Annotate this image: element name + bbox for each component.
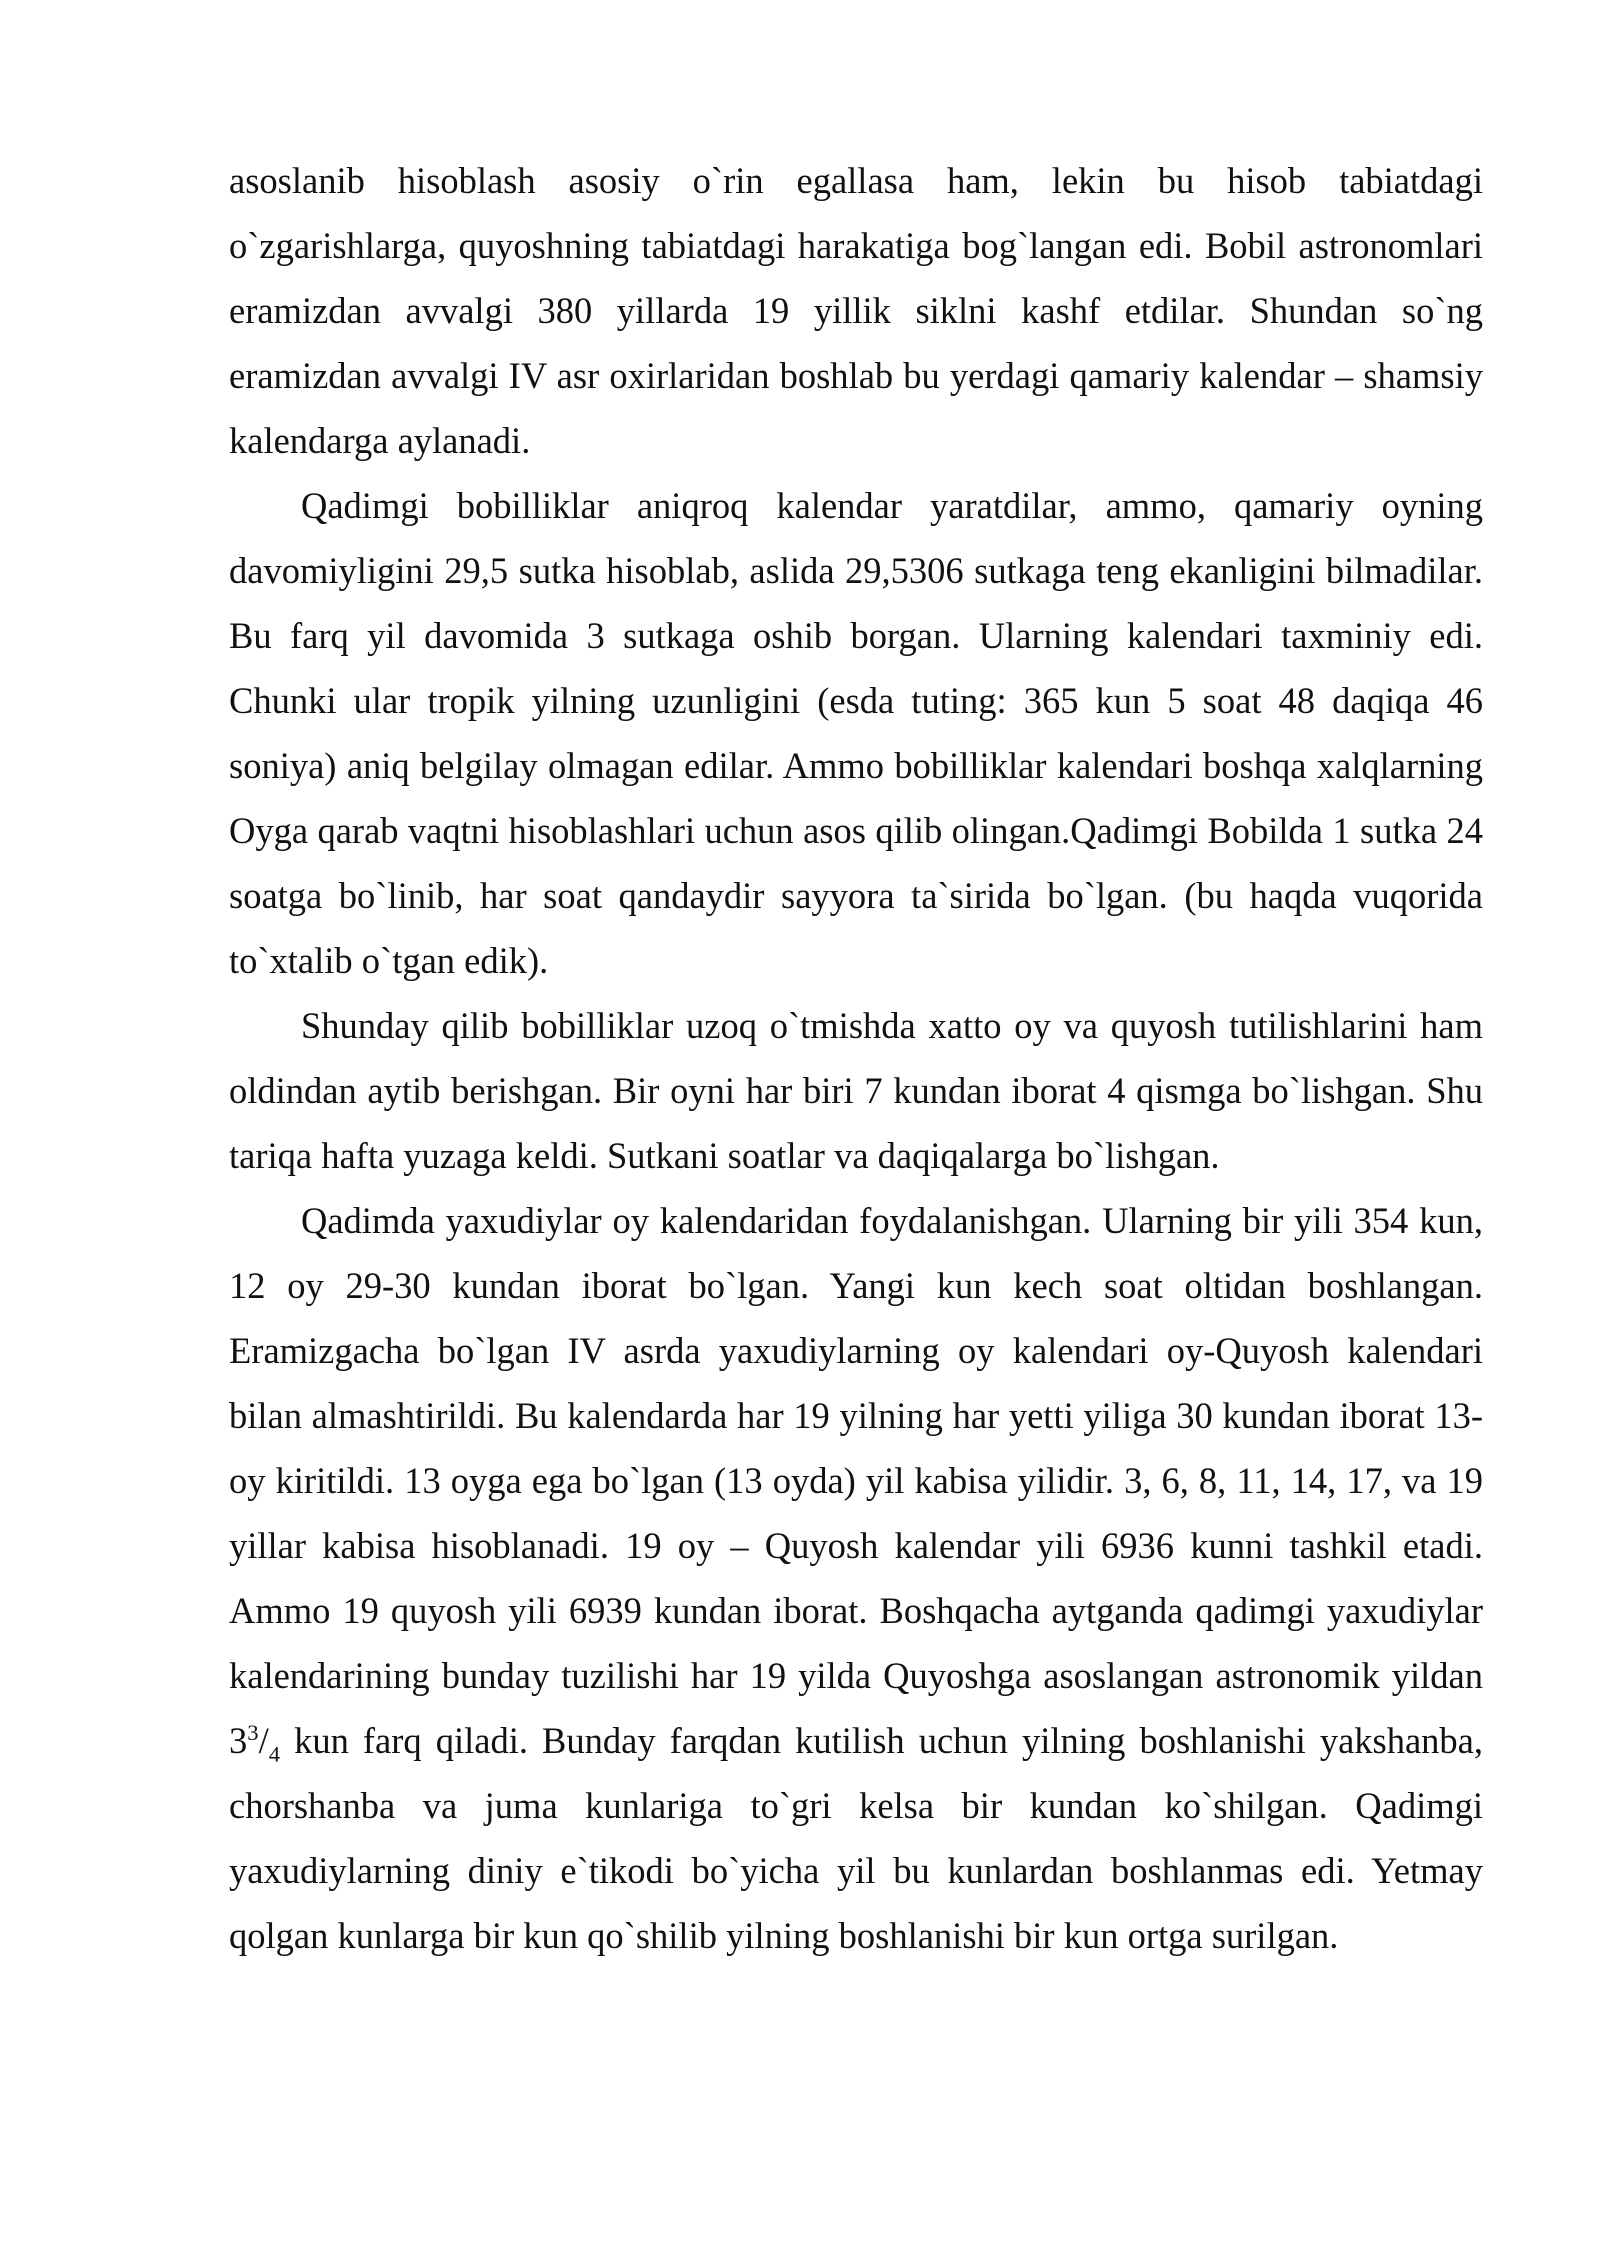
document-page <box>229 148 1483 1968</box>
fraction-numerator: 3 <box>247 1719 259 1745</box>
fraction-slash: / <box>258 1720 269 1761</box>
paragraph-jewish-calendar <box>229 1188 1483 1968</box>
paragraph-continuation <box>229 148 1483 473</box>
paragraph-text: Shunday qilib bobilliklar uzoq o`tmishda xatto oy va quyosh tutilishlarini ham oldindan aytib berishgan. Bir oyni har biri 7 kundan iborat 4 qismga bo`lishgan. Shu tariqa hafta yuzaga keldi. Sutkani soatlar va daqiqalarga bo`lishgan. <box>229 1005 1483 1176</box>
paragraph-text: kun farq qiladi. Bunday farqdan kutilish uchun yilning boshlanishi yakshanba, chorshanba va juma kunlariga to`gri kelsa bir kundan ko`shilgan. Qadimgi yaxudiylarning diniy e`tikodi bo`yicha yil bu kunlardan boshlanmas edi. Yetmay qolgan kunlarga bir kun qo`shilib yilning boshlanishi bir kun ortga surilgan. <box>229 1720 1483 1956</box>
paragraph-eclipses-week <box>229 993 1483 1188</box>
paragraph-babylonian-calendar <box>229 473 1483 993</box>
paragraph-text: Qadimgi bobilliklar aniqroq kalendar yaratdilar, ammo, qamariy oyning davomiyligini 29,5 sutka hisoblab, aslida 29,5306 sutkaga teng ekanligini bilmadilar. Bu farq yil davomida 3 sutkaga oshib borgan. Ularning kalendari taxminiy edi. Chunki ular tropik yilning uzunligini (esda tuting: 365 kun 5 soat 48 daqiqa 46 soniya) aniq belgilay olmagan edilar. Ammo bobilliklar kalendari boshqa xalqlarning Oyga qarab vaqtni hisoblashlari uchun asos qilib olingan.Qadimgi Bobilda 1 sutka 24 soatga bo`linib, har soat qandaydir sayyora ta`sirida bo`lgan. (bu haqda vuqorida to`xtalib o`tgan edik). <box>229 485 1483 981</box>
fraction-whole: 3 <box>229 1720 248 1761</box>
fraction <box>229 1719 281 1767</box>
paragraph-text: asoslanib hisoblash asosiy o`rin egallasa ham, lekin bu hisob tabiatdagi o`zgarishlarga, quyoshning tabiatdagi harakatiga bog`langan edi. Bobil astronomlari eramizdan avvalgi 380 yillarda 19 yillik siklni kashf etdilar. Shundan so`ng eramizdan avvalgi IV asr oxirlaridan boshlab bu yerdagi qamariy kalendar – shamsiy kalendarga aylanadi. <box>229 160 1483 461</box>
fraction-denominator: 4 <box>268 1741 281 1767</box>
paragraph-text: Qadimda yaxudiylar oy kalendaridan foydalanishgan. Ularning bir yili 354 kun, 12 oy 29-30 kundan iborat bo`lgan. Yangi kun kech soat oltidan boshlangan. Eramizgacha bo`lgan IV asrda yaxudiylarning oy kalendari oy-Quyosh kalendari bilan almashtirildi. Bu kalendarda har 19 yilning har yetti yiliga 30 kundan iborat 13-oy kiritildi. 13 oyga ega bo`lgan (13 oyda) yil kabisa yilidir. 3, 6, 8, 11, 14, 17, va 19 yillar kabisa hisoblanadi. 19 oy – Quyosh kalendar yili 6936 kunni tashkil etadi. Ammo 19 quyosh yili 6939 kundan iborat. Boshqacha aytganda qadimgi yaxudiylar kalendarining bunday tuzilishi har 19 yilda Quyoshga asoslangan astronomik yildan <box>229 1200 1483 1696</box>
